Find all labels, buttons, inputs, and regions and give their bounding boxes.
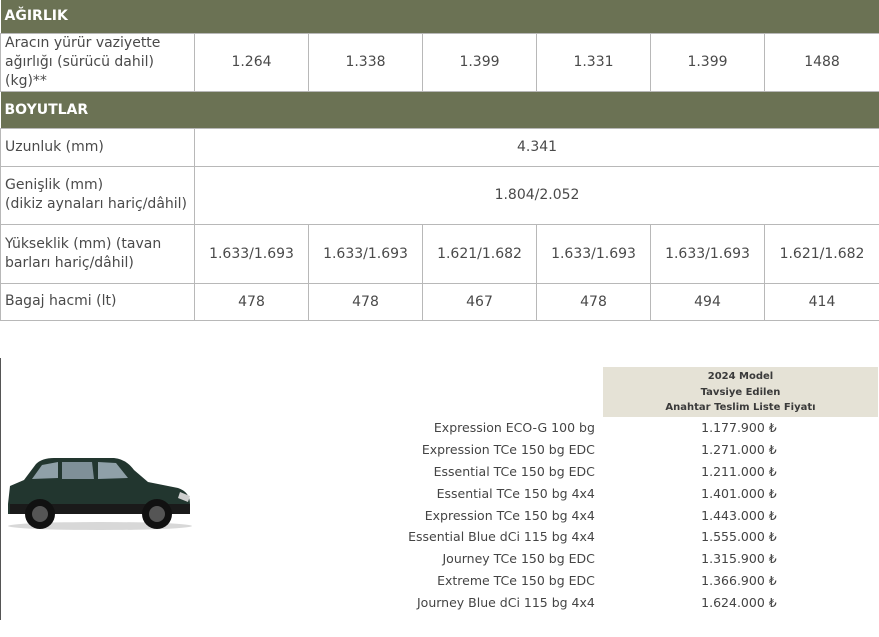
price-row [395, 439, 875, 461]
width-value: 1.804/2.052 [195, 166, 879, 224]
price-row-price: 1.211.000 ₺ [701, 463, 777, 479]
trunk-value: 414 [765, 283, 879, 320]
trunk-value: 478 [309, 283, 423, 320]
price-header-line: 2024 Model [707, 371, 774, 382]
weight-value: 1.399 [423, 33, 537, 91]
height-value: 1.633/1.693 [537, 224, 651, 283]
price-row-model: Expression ECO-G 100 bg [433, 420, 595, 436]
price-row-price: 1.443.000 ₺ [701, 507, 777, 523]
price-row-price: 1.315.900 ₺ [701, 551, 777, 567]
height-value: 1.633/1.693 [309, 224, 423, 283]
price-header-line: Tavsiye Edilen [700, 386, 781, 398]
height-value: 1.633/1.693 [195, 224, 309, 283]
row-height [1, 224, 879, 283]
price-row [395, 461, 875, 483]
row-weight-label: Aracın yürür vaziyette ağırlığı (sürücü dahil) (kg)** [1, 33, 195, 91]
trunk-value: 494 [651, 283, 765, 320]
row-trunk [1, 283, 879, 320]
weight-value: 1.338 [309, 33, 423, 91]
row-height-label: Yükseklik (mm) (tavan barları hariç/dâhil) [1, 224, 195, 283]
weight-value: 1.399 [651, 33, 765, 91]
height-value: 1.621/1.682 [423, 224, 537, 283]
price-row [395, 504, 875, 526]
section-header-agirlik: AĞIRLIK [1, 0, 879, 33]
section-boyutlar [1, 91, 879, 128]
price-row-price: 1.401.000 ₺ [701, 485, 777, 501]
height-value: 1.633/1.693 [651, 224, 765, 283]
length-value: 4.341 [195, 128, 879, 166]
price-row-model: Essential Blue dCi 115 bg 4x4 [408, 529, 595, 545]
price-table-header [603, 367, 878, 417]
row-width [1, 166, 879, 224]
row-weight [1, 33, 879, 91]
price-row-price: 1.271.000 ₺ [701, 442, 777, 458]
trunk-value: 478 [537, 283, 651, 320]
price-row-price: 1.366.900 ₺ [701, 572, 777, 588]
price-row-model: Journey Blue dCi 115 bg 4x4 [416, 594, 595, 610]
row-width-label [1, 166, 195, 224]
row-length-label: Uzunluk (mm) [1, 128, 195, 166]
row-trunk-label: Bagaj hacmi (lt) [1, 283, 195, 320]
row-length [1, 128, 879, 166]
trunk-value: 478 [195, 283, 309, 320]
left-divider [0, 358, 1, 620]
weight-value: 1.264 [195, 33, 309, 91]
row-width-label-line1: Genişlik (mm) [5, 177, 104, 193]
price-list [395, 417, 875, 613]
price-header-line: Anahtar Teslim Liste Fiyatı [665, 402, 816, 413]
price-row [395, 482, 875, 504]
price-row [395, 526, 875, 548]
price-row-price: 1.624.000 ₺ [701, 594, 777, 610]
weight-value: 1.331 [537, 33, 651, 91]
row-width-label-line2: (dikiz aynaları hariç/dâhil) [5, 196, 188, 212]
price-row-model: Essential TCe 150 bg 4x4 [436, 485, 595, 501]
section-header-boyutlar: BOYUTLAR [1, 91, 879, 128]
price-row-model: Expression TCe 150 bg 4x4 [424, 507, 595, 523]
car-image [2, 452, 196, 532]
price-row [395, 570, 875, 592]
price-row [395, 591, 875, 613]
section-agirlik [1, 0, 879, 33]
price-row [395, 548, 875, 570]
height-value: 1.621/1.682 [765, 224, 879, 283]
price-row-price: 1.555.000 ₺ [701, 529, 777, 545]
price-row-model: Essential TCe 150 bg EDC [433, 463, 595, 479]
trunk-value: 467 [423, 283, 537, 320]
price-row-model: Extreme TCe 150 bg EDC [437, 572, 595, 588]
price-row-price: 1.177.900 ₺ [701, 420, 777, 436]
price-row-model: Expression TCe 150 bg EDC [421, 442, 595, 458]
price-row [395, 417, 875, 439]
price-row-model: Journey TCe 150 bg EDC [442, 551, 595, 567]
weight-value: 1488 [765, 33, 879, 91]
